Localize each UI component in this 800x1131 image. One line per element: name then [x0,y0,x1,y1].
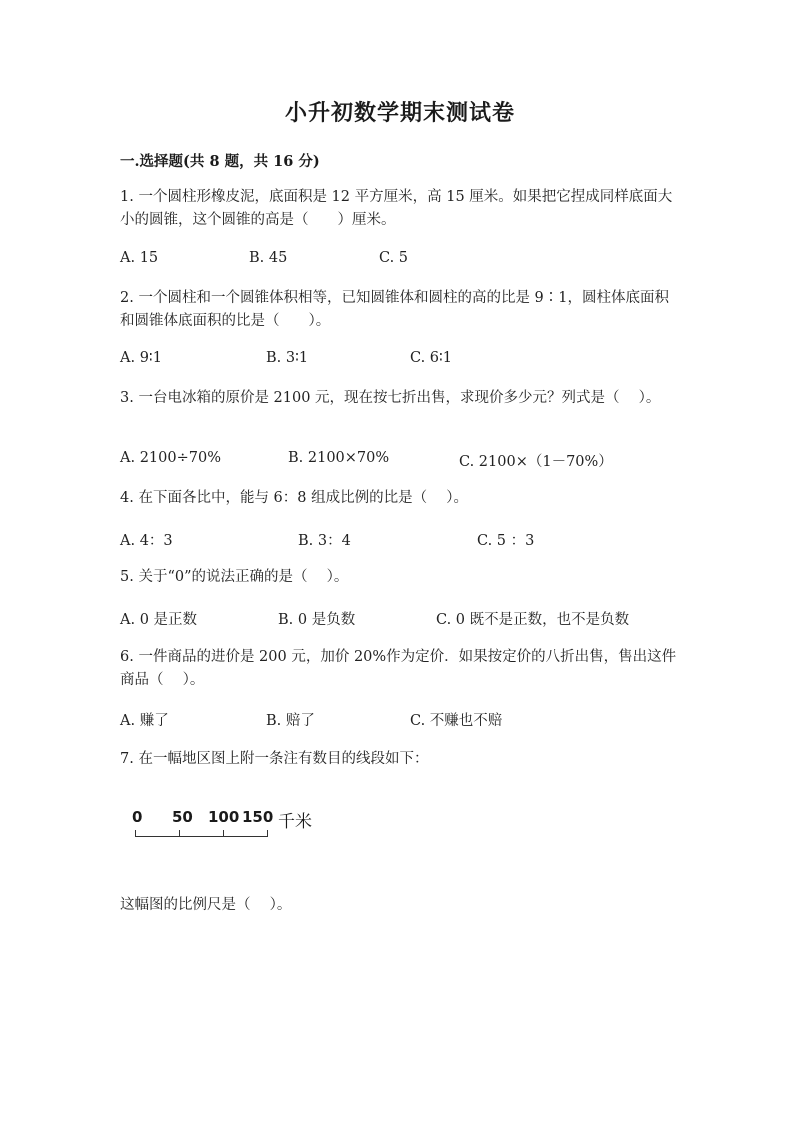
question-7-followup: 这幅图的比例尺是（ ）。 [120,897,292,913]
scale-line [135,836,268,837]
option-b[interactable]: B. 45 [249,250,288,266]
question-5-options [120,608,720,630]
scale-tick [267,830,268,837]
question-3-options [120,450,720,472]
option-c[interactable]: C. 5 ：3 [477,533,535,549]
scale-label-0: 0 [132,808,143,826]
option-c[interactable]: C. 6∶1 [410,350,453,366]
option-b[interactable]: B. 3：4 [298,533,351,549]
question-1-options [120,250,720,272]
option-a[interactable]: A. 2100÷70% [120,450,221,466]
option-b[interactable]: B. 3∶1 [266,350,309,366]
question-2: 2. 一个圆柱和一个圆锥体积相等，已知圆锥体和圆柱的高的比是 9∶1，圆柱体底面积和圆锥体底面积的比是（ ）。 [120,290,670,329]
scale-unit: 千米 [278,812,312,832]
question-5: 5. 关于“0”的说法正确的是（ ）。 [120,569,349,585]
option-c[interactable]: C. 不赚也不赔 [410,713,503,729]
option-c[interactable]: C. 2100×（1－70%） [459,454,613,470]
scale-label-150: 150 [242,808,274,826]
scale-tick [135,830,136,837]
option-c[interactable]: C. 0 既不是正数，也不是负数 [436,612,630,628]
scale-tick [179,830,180,837]
question-4: 4. 在下面各比中，能与 6：8 组成比例的比是（ ）。 [120,490,468,506]
question-6-options [120,709,720,731]
scale-label-50: 50 [172,808,193,826]
scale-label-100: 100 [208,808,240,826]
section-heading: 一.选择题(共 8 题，共 16 分) [120,153,320,170]
scale-bar [132,804,332,854]
page-title: 小升初数学期末测试卷 [284,100,515,126]
option-a[interactable]: A. 9∶1 [120,350,162,366]
question-2-options [120,350,720,372]
question-7: 7. 在一幅地区图上附一条注有数目的线段如下： [120,751,429,767]
question-4-options [120,529,720,551]
option-a[interactable]: A. 0 是正数 [120,612,198,628]
option-c[interactable]: C. 5 [379,250,409,266]
question-3: 3. 一台电冰箱的原价是 2100 元，现在按七折出售，求现价多少元？列式是（ ）。 [120,390,661,406]
question-6: 6. 一件商品的进价是 200 元，加价 20%作为定价．如果按定价的八折出售，售出这件商品（ ）。 [120,649,677,688]
option-a[interactable]: A. 15 [120,250,159,266]
question-1: 1. 一个圆柱形橡皮泥，底面积是 12 平方厘米，高 15 厘米。如果把它捏成同样底面大小的圆锥，这个圆锥的高是（ ）厘米。 [120,189,673,228]
option-b[interactable]: B. 赔了 [266,713,315,729]
option-b[interactable]: B. 2100×70% [288,450,390,466]
scale-tick [223,830,224,837]
option-b[interactable]: B. 0 是负数 [278,612,356,628]
option-a[interactable]: A. 赚了 [120,713,169,729]
option-a[interactable]: A. 4：3 [120,533,173,549]
